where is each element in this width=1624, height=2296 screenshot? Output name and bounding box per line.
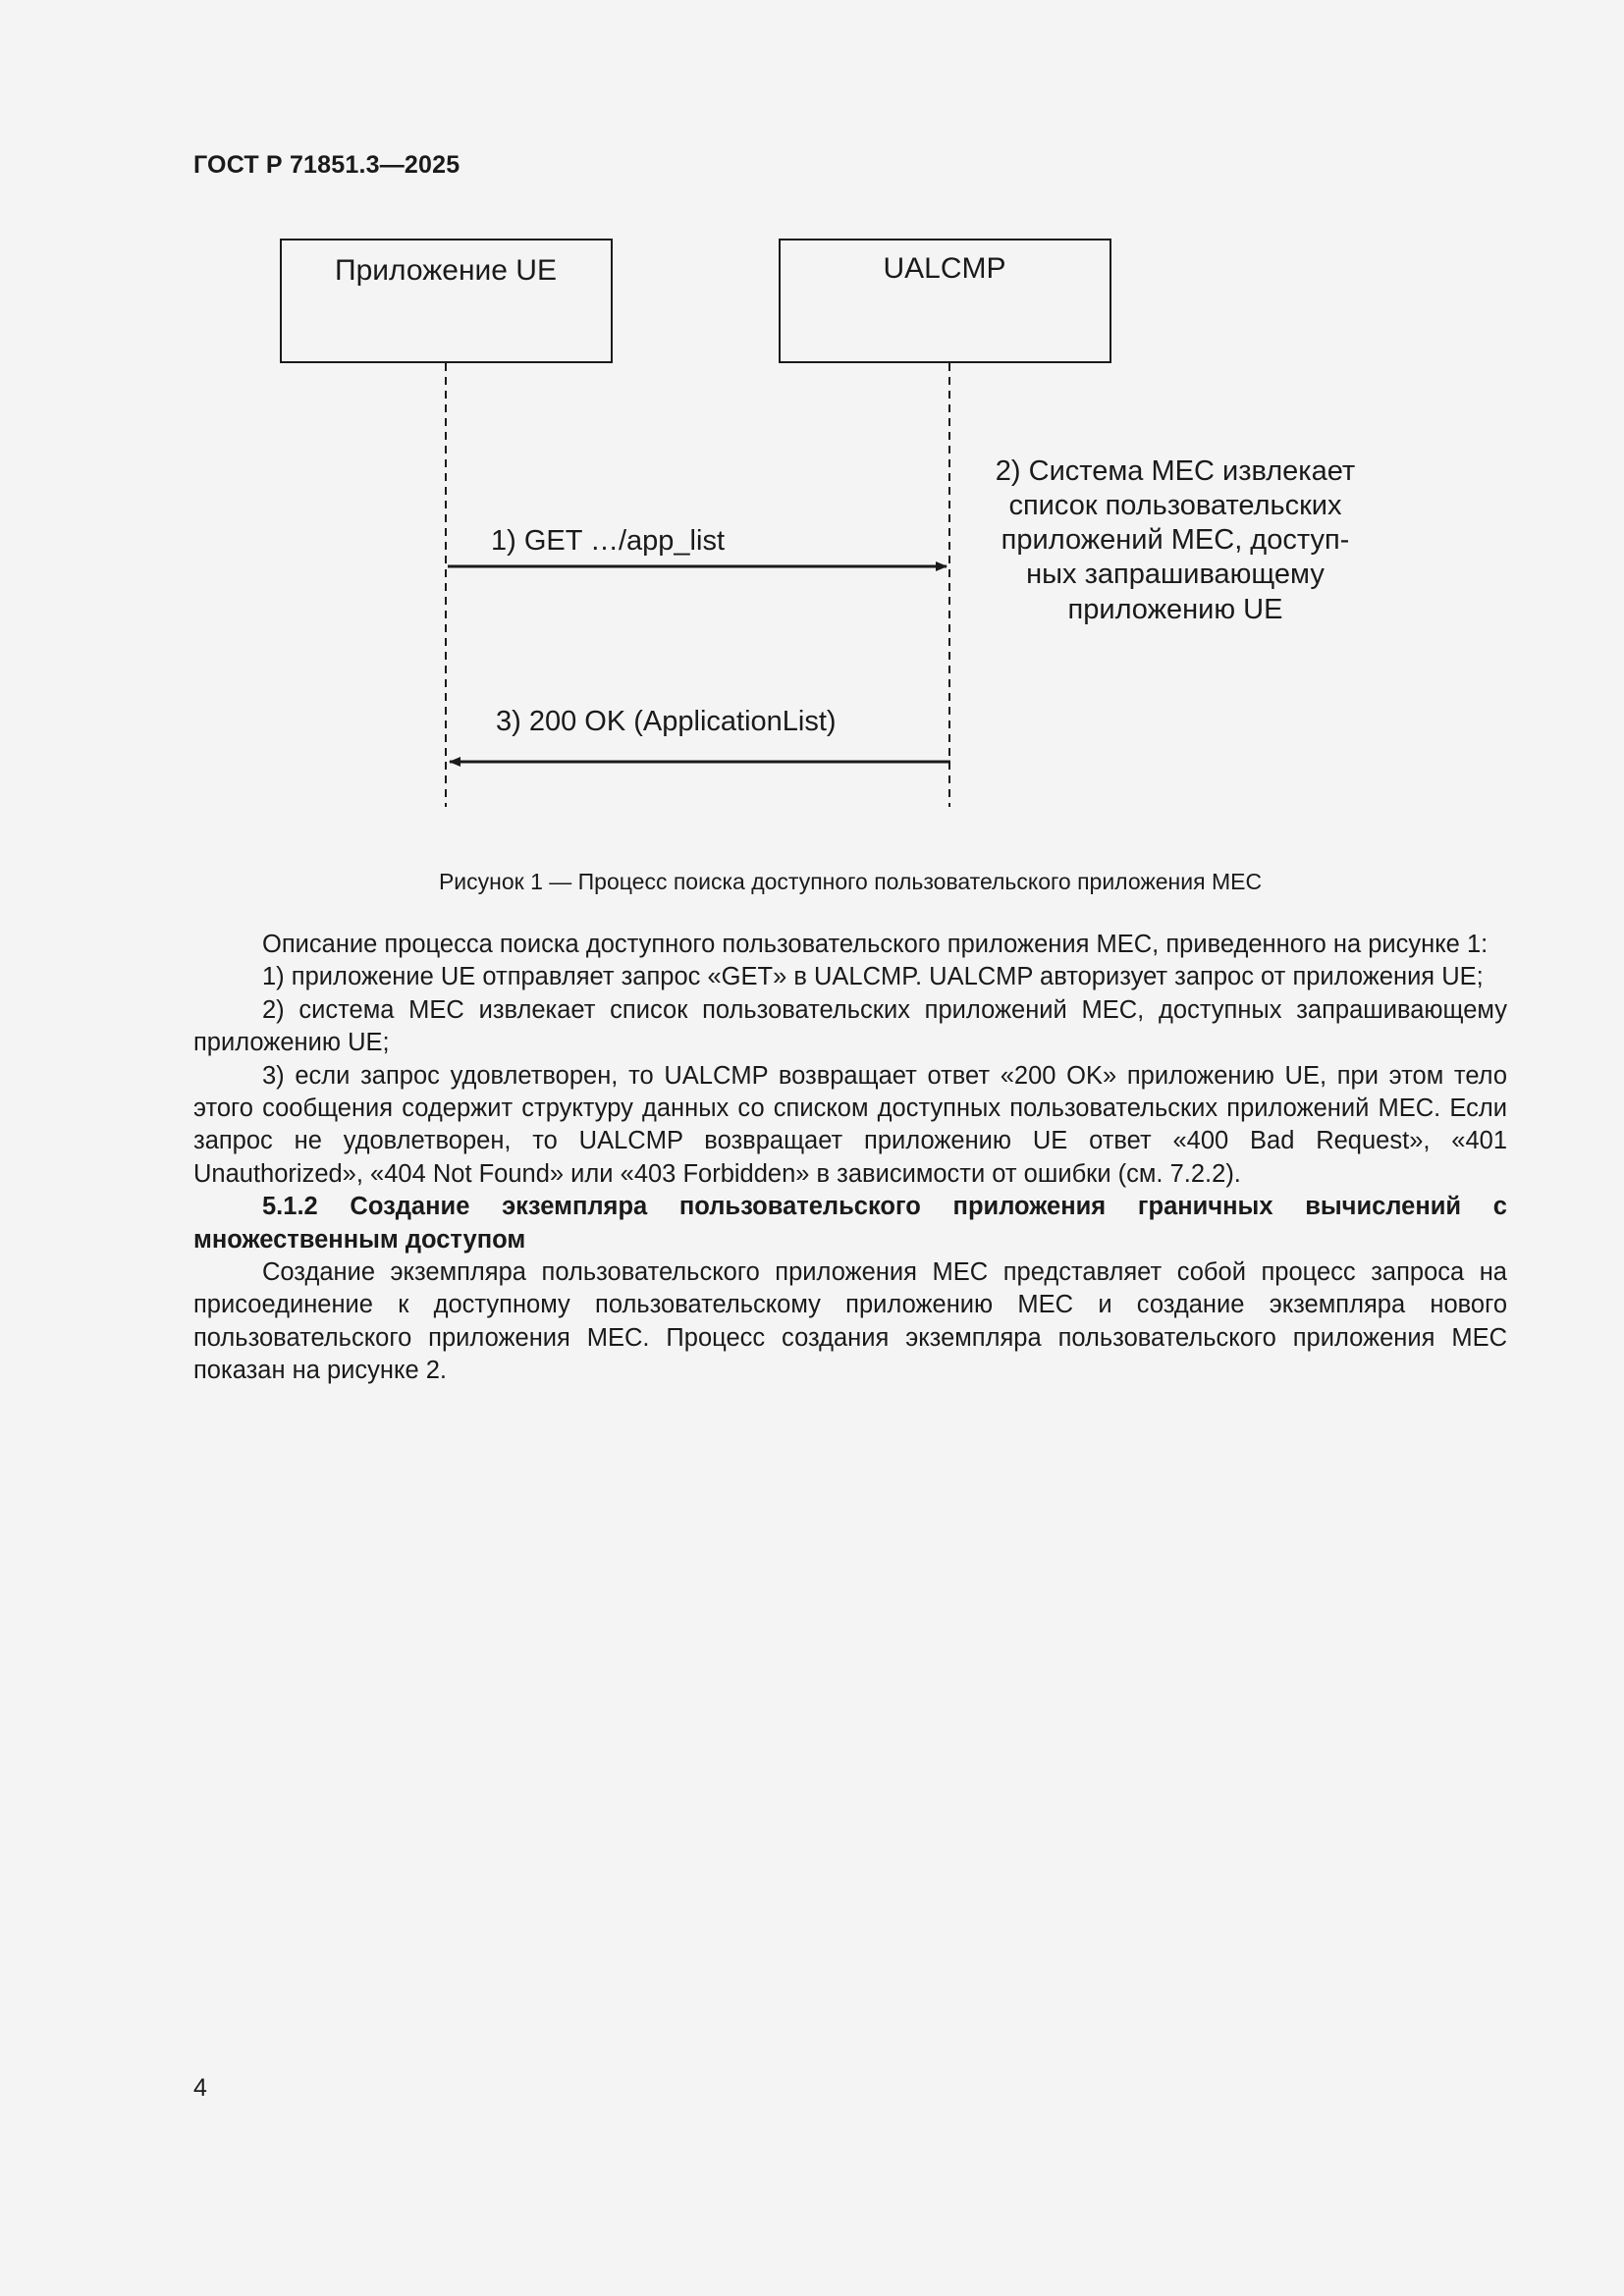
section-heading: 5.1.2 Создание экземпляра пользовательского приложения граничных вычислений с множественным доступом <box>193 1193 1507 1254</box>
participant-ualcmp <box>780 240 1110 362</box>
page-number: 4 <box>193 2074 207 2102</box>
participant-ualcmp-label: UALCMP <box>883 252 1006 285</box>
list-item: 1) приложение UE отправляет запрос «GET» в UALCMP. UALCMP авторизует запрос от приложения UE; <box>262 963 1484 991</box>
list-item: 3) если запрос удовлетворен, то UALCMP возвращает ответ «200 OK» приложению UE, при этом тело этого сообщения содержит структуру данных со списком доступных пользовательских приложений MEC. Если запрос не удовлетворен, то UALCMP возвращает приложению UE ответ «400 Bad Request», «401 Unauthorized», «404 Not Found» или «403 Forbidden» в зависимости от ошибки (см. 7.2.2). <box>193 1061 1507 1188</box>
participant-ue-app <box>281 240 612 362</box>
sequence-diagram <box>0 0 1624 864</box>
note-line: список пользовательских <box>1008 490 1342 521</box>
document-header: ГОСТ Р 71851.3—2025 <box>193 151 460 179</box>
body-text <box>193 929 1507 1388</box>
paragraph: Описание процесса поиска доступного пользовательского приложения MEC, приведенного на рисунке 1: <box>262 931 1489 958</box>
message-3-label: 3) 200 OK (ApplicationList) <box>496 706 837 737</box>
note-line: ных запрашивающему <box>1026 559 1325 590</box>
note-line: приложению UE <box>1067 594 1283 625</box>
note-line: 2) Система MEC извлекает <box>995 455 1356 487</box>
figure-caption: Рисунок 1 — Процесс поиска доступного пользовательского приложения MEC <box>438 869 1263 894</box>
list-item: 2) система MEC извлекает список пользовательских приложений MEC, доступных запрашивающему приложению UE; <box>193 995 1507 1057</box>
message-1-label: 1) GET …/app_list <box>491 525 726 557</box>
paragraph: Создание экземпляра пользовательского приложения MEC представляет собой процесс запроса на присоединение к доступному пользовательскому приложению MEC и создание экземпляра нового пользовательского приложения MEC. Процесс создания экземпляра пользовательского приложения MEC показан на рисунке 2. <box>193 1258 1507 1385</box>
participant-ue-app-label: Приложение UE <box>335 254 557 287</box>
note-step-2 <box>996 455 1355 625</box>
note-line: приложений MEC, доступ- <box>1001 524 1350 556</box>
